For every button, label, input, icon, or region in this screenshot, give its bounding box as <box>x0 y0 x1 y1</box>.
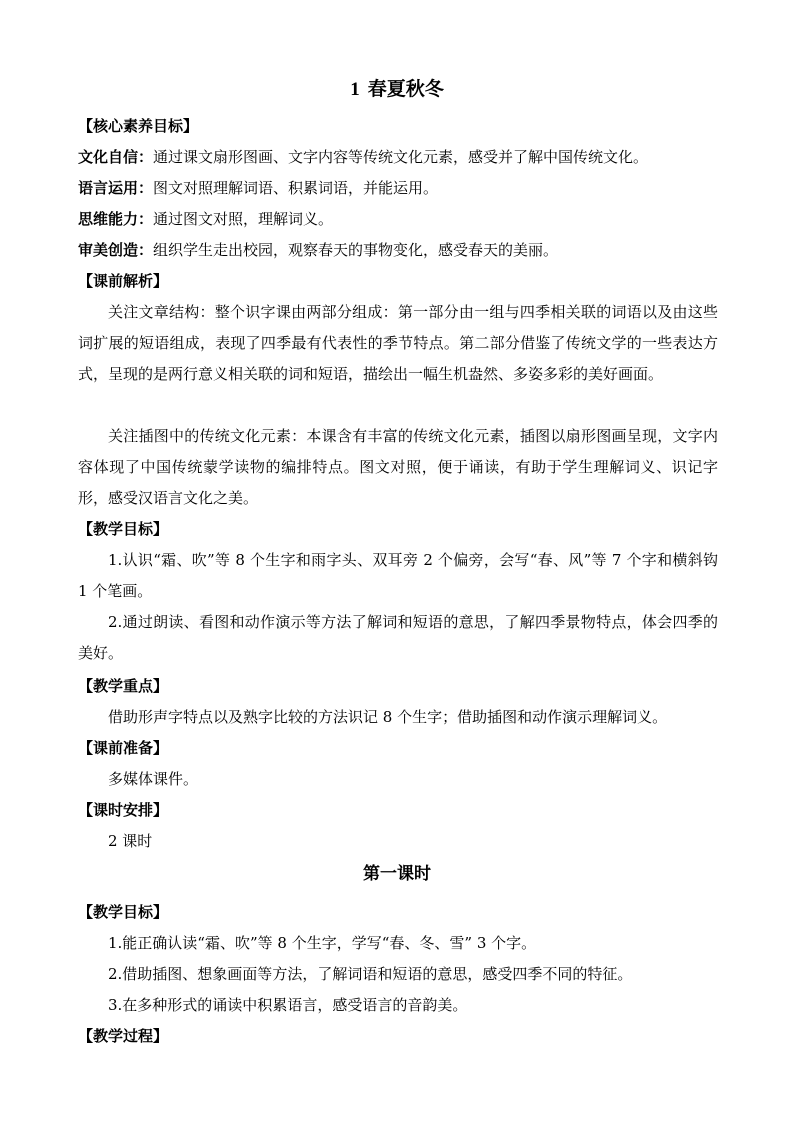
core-goal-culture <box>78 146 648 168</box>
first-period-goal-item: 2.借助插图、想象画面等方法，了解词语和短语的意思，感受四季不同的特征。 <box>108 965 633 983</box>
core-goal-text: 图文对照理解词语、积累词语，并能运用。 <box>153 179 439 197</box>
core-goal-aesthetic <box>78 239 558 261</box>
schedule-text: 2 课时 <box>108 832 153 850</box>
key-points-text: 借助形声字特点以及熟字比较的方法识记 8 个生字；借助插图和动作演示理解词义。 <box>108 708 668 726</box>
core-goal-language <box>78 177 438 199</box>
first-period-title: 第一课时 <box>363 864 431 884</box>
teaching-goal-item: 1.认识“霜、吹”等 8 个生字和雨字头、双耳旁 2 个偏旁，会写“春、风”等 7 个字和横斜钩 1 个笔画。 <box>78 551 718 600</box>
pre-analysis-paragraph-structure: 关注文章结构：整个识字课由两部分组成：第一部分由一组与四季相关联的词语以及由这些词扩展的短语组成，表现了四季最有代表性的季节特点。第二部分借鉴了传统文学的一些表达方式，呈现的是两行意义相关联的词和短语，描绘出一幅生机盎然、多姿多彩的美好画面。 <box>78 303 718 383</box>
core-goal-label: 文化自信： <box>78 148 154 166</box>
first-period-goal-item: 3.在多种形式的诵读中积累语言，感受语言的音韵美。 <box>108 996 468 1014</box>
core-goal-text: 组织学生走出校园，观察春天的事物变化，感受春天的美丽。 <box>153 241 559 259</box>
first-period-goals-heading: 【教学目标】 <box>78 903 169 921</box>
preparation-heading: 【课前准备】 <box>78 739 169 757</box>
pre-analysis-paragraph-illustration: 关注插图中的传统文化元素：本课含有丰富的传统文化元素，插图以扇形图画呈现，文字内容体现了中国传统蒙学读物的编排特点。图文对照，便于诵读，有助于学生理解词义、识记字形，感受汉语言文化之美。 <box>78 427 718 507</box>
lesson-number: 1 <box>350 79 360 100</box>
core-goal-label: 审美创造： <box>78 241 154 259</box>
core-goal-label: 语言运用： <box>78 179 154 197</box>
teaching-process-heading: 【教学过程】 <box>78 1027 169 1045</box>
lesson-title-text: 春夏秋冬 <box>367 78 444 100</box>
core-goals-heading: 【核心素养目标】 <box>78 117 199 135</box>
core-goal-thinking <box>78 208 333 230</box>
teaching-goal-item: 2.通过朗读、看图和动作演示等方法了解词和短语的意思，了解四季景物特点，体会四季的美好。 <box>78 613 718 662</box>
teaching-goals-heading: 【教学目标】 <box>78 520 169 538</box>
core-goal-text: 通过图文对照，理解词义。 <box>153 210 334 228</box>
first-period-goal-item: 1.能正确认读“霜、吹”等 8 个生字，学写“春、冬、雪” 3 个字。 <box>108 934 537 952</box>
core-goal-label: 思维能力： <box>78 210 154 228</box>
schedule-heading: 【课时安排】 <box>78 801 169 819</box>
lesson-title <box>0 77 794 102</box>
preparation-text: 多媒体课件。 <box>108 770 199 788</box>
core-goal-text: 通过课文扇形图画、文字内容等传统文化元素，感受并了解中国传统文化。 <box>153 148 649 166</box>
key-points-heading: 【教学重点】 <box>78 677 169 695</box>
pre-analysis-heading: 【课前解析】 <box>78 272 169 290</box>
